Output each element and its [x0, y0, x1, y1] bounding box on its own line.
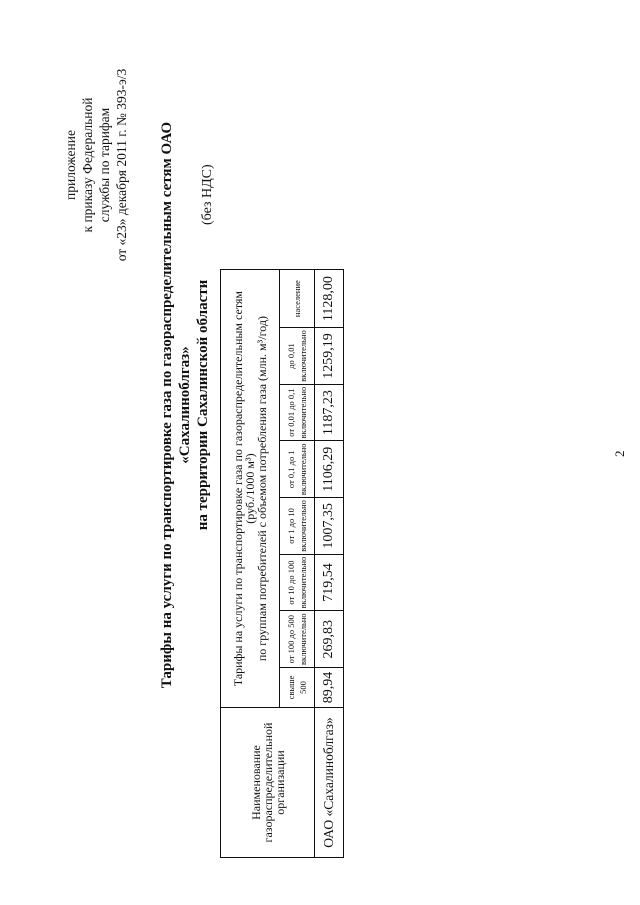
org-column-header: Наименование газораспределительной организации [221, 708, 315, 858]
column-header-line: население [292, 280, 302, 318]
column-header-line: включительно [298, 556, 308, 609]
title-line: на территории Сахалинской области [195, 279, 211, 531]
column-header [280, 328, 315, 385]
column-header-line: до 0,01 [286, 343, 296, 369]
appendix-block [62, 15, 130, 315]
appendix-line: службы по тарифам [97, 107, 112, 223]
tariff-cell: 1128,00 [315, 270, 344, 328]
title-line: Тарифы на услуги по транспортировке газа по газораспределительным сетям ОАО «Сахалиноблгаз» [159, 121, 193, 689]
vat-note: (без НДС) [200, 164, 215, 225]
appendix-line: от «23» декабря 2011 г. № 393-э/3 [114, 68, 129, 262]
group-header-line: по группам потребителей с объемом потребления газа (млн. м³/год) [255, 316, 269, 662]
column-header-line: включительно [298, 330, 308, 382]
tariff-cell: 89,94 [315, 668, 344, 708]
column-header-line: включительно [298, 443, 308, 496]
table-row [315, 270, 344, 858]
column-header-line: от 0,1 до 1 [286, 450, 296, 489]
column-header-line: от 10 до 100 [286, 560, 296, 605]
column-header [280, 498, 315, 555]
column-header-line: включительно [298, 386, 308, 439]
column-header-line: от 1 до 10 [286, 508, 296, 544]
column-header [280, 384, 315, 441]
column-header [280, 441, 315, 498]
appendix-line: приложение [63, 130, 78, 200]
column-header [280, 554, 315, 611]
group-header-line: Тарифы на услуги по транспортировке газа по газораспределительным сетям (руб./1000 м³) [231, 290, 257, 687]
tariff-table [220, 269, 344, 858]
table-header-row [221, 270, 280, 858]
column-header-line: 500 [298, 681, 308, 694]
tariff-group-header [221, 270, 280, 708]
tariff-cell: 269,83 [315, 611, 344, 668]
column-header-line: включительно [298, 500, 308, 552]
org-name-cell: ОАО «Сахалиноблгаз» [315, 708, 344, 858]
tariff-cell: 719,54 [315, 554, 344, 611]
column-header-line: от 0,01 до 0,1 [286, 388, 296, 437]
column-header-line: включительно [298, 613, 308, 665]
tariff-cell: 1007,35 [315, 498, 344, 555]
column-header [280, 611, 315, 668]
column-header-line: свыше [286, 675, 296, 700]
tariff-cell: 1187,23 [315, 384, 344, 441]
column-header-line: от 100 до 500 [286, 615, 296, 664]
appendix-line: к приказу Федеральной [80, 97, 95, 233]
column-header [280, 270, 315, 328]
column-header [280, 668, 315, 708]
page-number: 2 [612, 450, 627, 457]
tariff-cell: 1259,19 [315, 328, 344, 385]
tariff-cell: 1106,29 [315, 441, 344, 498]
